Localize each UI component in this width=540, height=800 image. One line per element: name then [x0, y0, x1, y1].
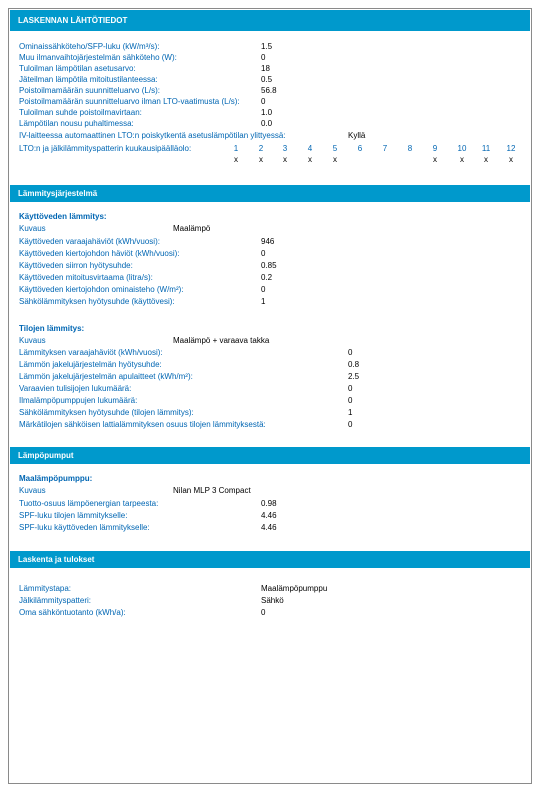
- space-row: [19, 384, 131, 394]
- row-label: Poistoilmamäärän suunnitteluarvo (L/s):: [19, 86, 160, 95]
- initial-row: [19, 97, 240, 107]
- lto-month-number: 11: [481, 144, 491, 153]
- row-label: Kuvaus: [19, 336, 46, 345]
- lto-month-mark: x: [433, 155, 437, 164]
- lto-month-mark: x: [509, 155, 513, 164]
- row-label: Muu ilmanvaihtojärjestelmän sähköteho (W):: [19, 53, 177, 62]
- gshp-row: [19, 499, 158, 509]
- row-value: 0: [261, 97, 266, 106]
- lto-month-number: 7: [382, 144, 388, 153]
- row-label: SPF-luku tilojen lämmitykselle:: [19, 511, 128, 520]
- dhw-desc-row: [19, 224, 46, 234]
- initial-row: [19, 42, 159, 52]
- results-row: [19, 596, 91, 606]
- row-value: Kyllä: [348, 131, 366, 140]
- space-desc-row: [19, 336, 46, 346]
- row-value: Maalämpö + varaava takka: [173, 336, 270, 345]
- row-value: 1.5: [261, 42, 273, 51]
- row-label: Käyttöveden varaajahäviöt (kWh/vuosi):: [19, 237, 160, 246]
- lto-month-mark: x: [460, 155, 464, 164]
- dhw-row: [19, 285, 184, 295]
- space-row: [19, 408, 194, 418]
- row-label: Kuvaus: [19, 486, 46, 495]
- row-value: Maalämpö: [173, 224, 211, 233]
- lto-month-mark: x: [484, 155, 488, 164]
- initial-row: [19, 108, 142, 118]
- row-label: Käyttöveden kiertojohdon häviöt (kWh/vuosi):: [19, 249, 180, 258]
- row-value: 1.0: [261, 108, 273, 117]
- row-label: Kuvaus: [19, 224, 46, 233]
- row-value: 0.98: [261, 499, 277, 508]
- row-label: Sähkölämmityksen hyötysuhde (tilojen lämmitys):: [19, 408, 194, 417]
- initial-row: [19, 119, 134, 129]
- lto-month-mark: x: [259, 155, 263, 164]
- lto-month-number: 9: [432, 144, 438, 153]
- row-value: 0: [261, 249, 266, 258]
- lto-months-row: [19, 144, 191, 154]
- lto-month-number: 1: [233, 144, 239, 153]
- row-label: Sähkölämmityksen hyötysuhde (käyttövesi):: [19, 297, 175, 306]
- row-value: 0.5: [261, 75, 273, 84]
- row-value: 0: [261, 53, 266, 62]
- row-label: LTO:n ja jälkilämmityspatterin kuukausipäälläolo:: [19, 144, 192, 153]
- row-value: 0: [348, 396, 353, 405]
- row-label: Lämpötilan nousu puhaltimessa:: [19, 119, 134, 128]
- row-label: Märkätilojen sähköisen lattialämmityksen osuus tilojen lämmityksestä:: [19, 420, 266, 429]
- row-value: Maalämpöpumppu: [261, 584, 328, 593]
- row-label: Jäteilman lämpötila mitoitustilanteessa:: [19, 75, 158, 84]
- lto-month-mark: [354, 155, 366, 165]
- lto-month-mark: [404, 155, 416, 165]
- row-label: Tuotto-osuus lämpöenergian tarpeesta:: [19, 499, 159, 508]
- iv-lto-row: [19, 131, 286, 141]
- space-row: [19, 396, 137, 406]
- row-label: Poistoilmamäärän suunnitteluarvo ilman LTO-vaatimusta (L/s):: [19, 97, 240, 106]
- lto-month-number: 10: [457, 144, 467, 153]
- row-value: 56.8: [261, 86, 277, 95]
- row-label: Ilmalämpöpumppujen lukumäärä:: [19, 396, 138, 405]
- row-label: Varaavien tulisijojen lukumäärä:: [19, 384, 132, 393]
- results-row: [19, 608, 126, 618]
- row-value: 0: [348, 384, 353, 393]
- row-label: SPF-luku käyttöveden lämmitykselle:: [19, 523, 150, 532]
- row-label: Oma sähköntuotanto (kWh/a):: [19, 608, 126, 617]
- heat-pumps-section: [9, 464, 531, 551]
- initial-row: [19, 75, 158, 85]
- results-section: [9, 568, 531, 788]
- row-value: 0: [261, 608, 266, 617]
- lto-month-mark: x: [234, 155, 238, 164]
- dhw-row: [19, 261, 133, 271]
- section-header-heat-pumps: Lämpöpumput: [10, 447, 530, 464]
- lto-month-number: 6: [357, 144, 363, 153]
- row-label: IV-laitteessa automaattinen LTO:n poiskytkentä asetuslämpötilan ylittyessä:: [19, 131, 286, 140]
- gshp-row: [19, 523, 150, 533]
- lto-month-number: 12: [506, 144, 516, 153]
- gshp-subheading: Maalämpöpumppu:: [19, 474, 93, 483]
- row-label: Tuloilman lämpötilan asetusarvo:: [19, 64, 136, 73]
- row-label: Lämmitystapa:: [19, 584, 72, 593]
- row-value: 0.2: [261, 273, 273, 282]
- space-row: [19, 420, 266, 430]
- section-header-heating-system: Lämmitysjärjestelmä: [10, 185, 530, 202]
- report-page: [8, 8, 532, 784]
- lto-month-number: 2: [258, 144, 264, 153]
- row-label: Käyttöveden siirron hyötysuhde:: [19, 261, 133, 270]
- row-label: Jälkilämmityspatteri:: [19, 596, 92, 605]
- row-value: 4.46: [261, 511, 277, 520]
- row-label: Lämmityksen varaajahäviöt (kWh/vuosi):: [19, 348, 163, 357]
- row-value: 946: [261, 237, 275, 246]
- row-value: 0.85: [261, 261, 277, 270]
- row-value: 18: [261, 64, 270, 73]
- dhw-row: [19, 273, 153, 283]
- row-label: Käyttöveden kiertojohdon ominaisteho (W/m²):: [19, 285, 184, 294]
- initial-row: [19, 53, 177, 63]
- heating-system-section: [9, 202, 531, 447]
- row-value: Nilan MLP 3 Compact: [173, 486, 251, 495]
- row-value: 0: [348, 420, 353, 429]
- lto-month-number: 3: [282, 144, 288, 153]
- space-row: [19, 372, 193, 382]
- dhw-row: [19, 237, 160, 247]
- row-value: 0: [261, 285, 266, 294]
- section-header-results: Laskenta ja tulokset: [10, 551, 530, 568]
- lto-month-number: 4: [307, 144, 313, 153]
- initial-row: [19, 86, 160, 96]
- row-value: 0: [348, 348, 353, 357]
- lto-month-mark: x: [333, 155, 337, 164]
- space-heating-subheading: Tilojen lämmitys:: [19, 324, 85, 333]
- results-row: [19, 584, 71, 594]
- row-value: Sähkö: [261, 596, 284, 605]
- dhw-subheading: Käyttöveden lämmitys:: [19, 212, 107, 221]
- row-value: 1: [348, 408, 353, 417]
- gshp-desc-row: [19, 486, 46, 496]
- dhw-row: [19, 249, 180, 259]
- row-value: 1: [261, 297, 266, 306]
- row-value: 4.46: [261, 523, 277, 532]
- initial-row: [19, 64, 136, 74]
- row-label: Tuloilman suhde poistoilmavirtaan:: [19, 108, 142, 117]
- lto-month-number: 8: [407, 144, 413, 153]
- lto-month-mark: x: [283, 155, 287, 164]
- row-value: 2.5: [348, 372, 360, 381]
- lto-month-mark: [379, 155, 391, 165]
- row-label: Lämmön jakelujärjestelmän hyötysuhde:: [19, 360, 162, 369]
- row-value: 0.8: [348, 360, 360, 369]
- lto-month-mark: x: [308, 155, 312, 164]
- space-row: [19, 348, 163, 358]
- lto-month-number: 5: [332, 144, 338, 153]
- gshp-row: [19, 511, 127, 521]
- row-value: 0.0: [261, 119, 273, 128]
- row-label: Käyttöveden mitoitusvirtaama (litra/s):: [19, 273, 153, 282]
- dhw-row: [19, 297, 175, 307]
- section-header-initial-data: LASKENNAN LÄHTÖTIEDOT: [10, 10, 530, 31]
- initial-data-section: [9, 31, 531, 185]
- row-label: Ominaissähköteho/SFP-luku (kW/m³/s):: [19, 42, 160, 51]
- space-row: [19, 360, 162, 370]
- row-label: Lämmön jakelujärjestelmän apulaitteet (kWh/m²):: [19, 372, 193, 381]
